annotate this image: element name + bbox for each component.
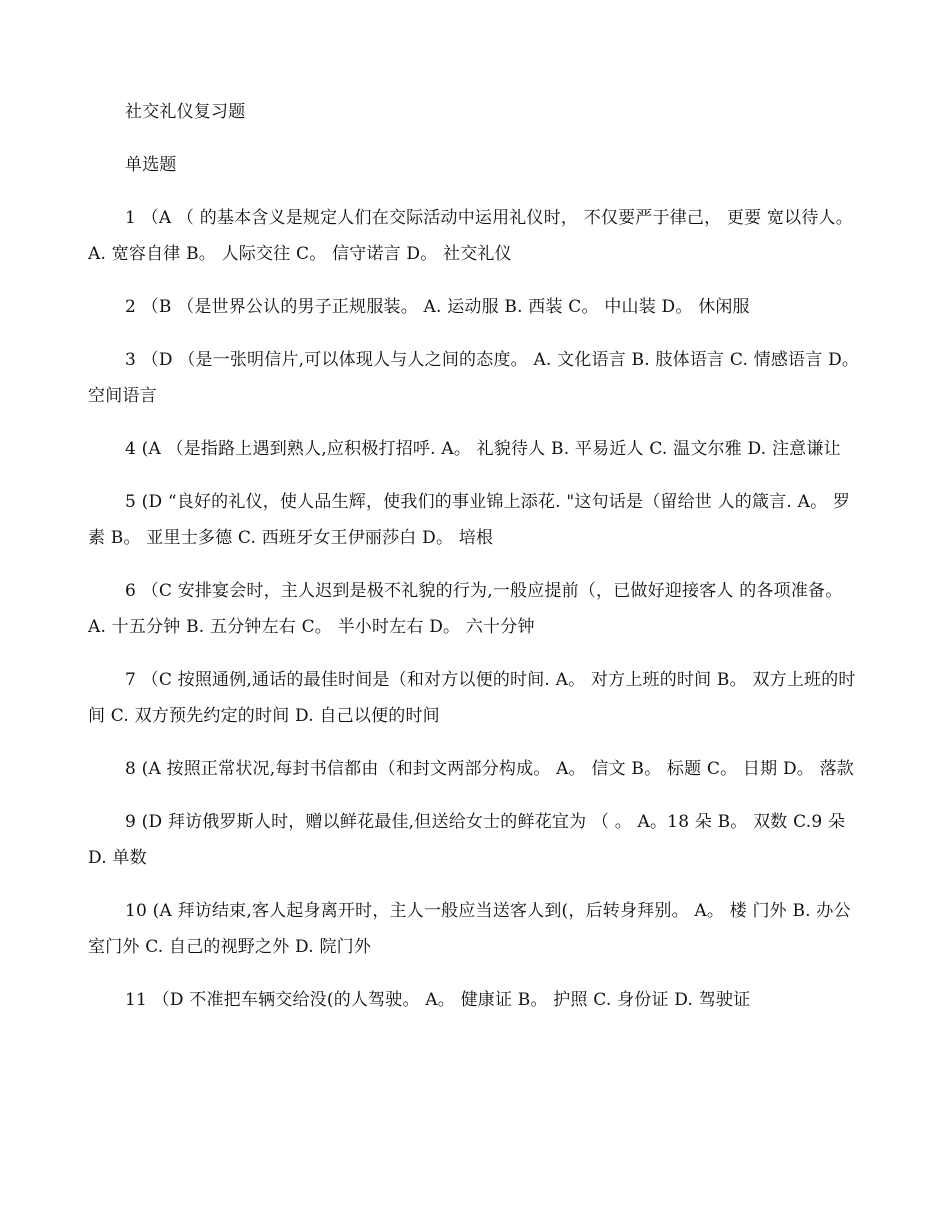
question-item: 10 (A 拜访结束,客人起身离开时，主人一般应当送客人到(，后转身拜别。 A。 楼 门外 B. 办公室门外 C. 自己的视野之外 D. 院门外 xyxy=(88,901,851,957)
question-item: 7 （C 按照通例,通话的最佳时间是（和对方以便的时间. A。 对方上班的时间 B。 双方上班的时间 C. 双方预先约定的时间 D. 自己以便的时间 xyxy=(88,670,856,726)
document-title: 社交礼仪复习题 xyxy=(125,102,246,122)
question-item: 3 （D （是一张明信片,可以体现人与人之间的态度。 A. 文化语言 B. 肢体语言 C. 情感语言 D。 空间语言 xyxy=(88,350,860,406)
question-item: 2 （B （是世界公认的男子正规服装。 A. 运动服 B. 西装 C。 中山装 D。 休闲服 xyxy=(125,297,750,317)
question-item: 6 （C 安排宴会时，主人迟到是极不礼貌的行为,一般应提前（，已做好迎接客人 的各项准备。 A. 十五分钟 B. 五分钟左右 C。 半小时左右 D。 六十分钟 xyxy=(88,581,843,637)
document-body xyxy=(88,94,860,1035)
question-item: 5 (D “良好的礼仪，使人品生辉，使我们的事业锦上添花. "这句话是（留给世 人的箴言. A。 罗素 B。 亚里士多德 C. 西班牙女王伊丽莎白 D。 培根 xyxy=(88,492,851,548)
question-item: 11 （D 不准把车辆交给没(的人驾驶。 A。 健康证 B。 护照 C. 身份证 D. 驾驶证 xyxy=(125,990,751,1010)
question-item: 9 (D 拜访俄罗斯人时，赠以鲜花最佳,但送给女士的鲜花宜为 （ 。 A。18 朵 B。 双数 C.9 朵 D. 单数 xyxy=(88,812,846,868)
question-item: 1 （A （ 的基本含义是规定人们在交际活动中运用礼仪时， 不仅要严于律己， 更要 宽以待人。 A. 宽容自律 B。 人际交往 C。 信守诺言 D。 社交礼仪 xyxy=(88,208,853,264)
section-heading: 单选题 xyxy=(125,155,177,175)
question-item: 8 (A 按照正常状况,每封书信都由（和封文两部分构成。 A。 信文 B。 标题 C。 日期 D。 落款 xyxy=(125,759,854,779)
question-item: 4 (A （是指路上遇到熟人,应积极打招呼. A。 礼貌待人 B. 平易近人 C. 温文尔雅 D. 注意谦让 xyxy=(125,439,841,459)
